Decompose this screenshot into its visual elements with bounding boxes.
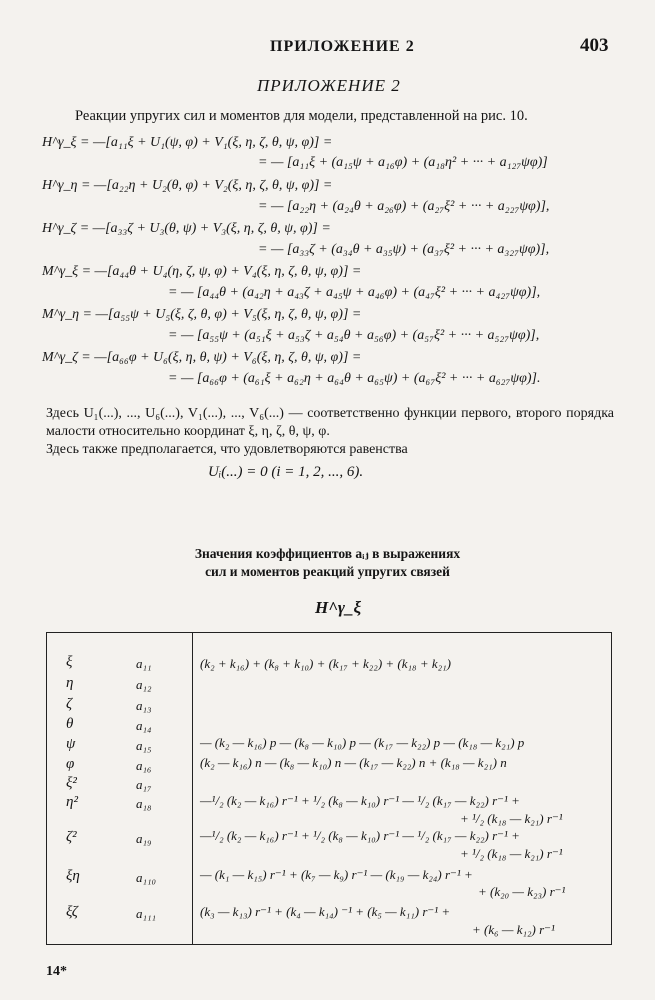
table-row-coef: a₁₉	[136, 831, 152, 846]
table-row-coef: a₁₄	[136, 718, 152, 733]
table-row-var: ξ²	[66, 775, 77, 791]
table-row-expr: (k₂ — k₁₆) n — (k₈ — k₁₀) n — (k₁₇ — k₂₂) n + (k₁₈ — k₂₁) n	[200, 755, 507, 770]
table-row-var: ξη	[66, 868, 80, 884]
table-row-coef: a₁₂	[136, 677, 152, 692]
paragraph-assumption: Здесь также предполагается, что удовлетворяются равенства	[46, 442, 408, 457]
table-row-expr: —¹/₂ (k₂ — k₁₆) r⁻¹ + ¹/₂ (k₈ — k₁₀) r⁻¹ — ¹/₂ (k₁₇ — k₂₂) r⁻¹ +	[200, 793, 520, 808]
equation-rhs-5: = — [a₅₅ψ + (a₅₁ξ + a₅₃ζ + a₅₄θ + a₅₆φ) + (a₅₇ξ² + ··· + a₅₂₇ψφ)],	[168, 328, 540, 343]
equation-lhs-4: M^γ_ξ = —[a₄₄θ + U₄(η, ζ, ψ, φ) + V₄(ξ, η, ζ, θ, ψ, φ)] =	[42, 264, 362, 279]
table-row-coef: a₁₅	[136, 738, 152, 753]
table-row-coef: a₁₁	[136, 656, 152, 671]
table-row-expr-continued: + (k₆ — k₁₂) r⁻¹	[472, 922, 555, 937]
table-bottom-border	[46, 944, 612, 945]
table-column-divider	[192, 632, 193, 944]
table-row-var: θ	[66, 716, 74, 732]
equation-lhs-3: H^γ_ζ = —[a₃₃ζ + U₃(θ, ψ) + V₃(ξ, η, ζ, θ, ψ, φ)] =	[42, 221, 331, 236]
signature-mark: 14*	[46, 964, 67, 979]
table-row-coef: a₁₆	[136, 758, 152, 773]
condition-equation: Uᵢ(...) = 0 (i = 1, 2, ..., 6).	[208, 464, 364, 480]
equation-rhs-1: = — [a₁₁ξ + (a₁₅ψ + a₁₆φ) + (a₁₈η² + ··· + a₁₂₇ψφ)]	[258, 155, 548, 170]
section-title: ПРИЛОЖЕНИЕ 2	[257, 76, 401, 95]
paragraph-functions: Здесь U₁(...), ..., U₆(...), V₁(...), ..., V₆(...) — соответственно функции первого, второго порядка малости относительно координат ξ, η, ζ, θ, ψ, φ.	[46, 406, 614, 439]
table-row-var: ζ	[66, 696, 73, 712]
table-row-var: φ	[66, 756, 75, 772]
table-left-border	[46, 632, 47, 944]
table-row-coef: a₁₁₀	[136, 870, 157, 885]
table-row-expr-continued: + ¹/₂ (k₁₈ — k₂₁) r⁻¹	[460, 811, 563, 826]
table-row-expr: —¹/₂ (k₂ — k₁₆) r⁻¹ + ¹/₂ (k₈ — k₁₀) r⁻¹ — ¹/₂ (k₁₇ — k₂₂) r⁻¹ +	[200, 828, 520, 843]
table-title-line-1: Значения коэффициентов aᵢⱼ в выражениях	[194, 546, 461, 561]
table-row-var: ζ²	[66, 829, 77, 845]
equation-rhs-4: = — [a₄₄θ + (a₄₂η + a₄₃ζ + a₄₅ψ + a₄₆φ) + (a₄₇ξ² + ··· + a₄₂₇ψφ)],	[168, 285, 541, 300]
table-row-var: η	[66, 675, 74, 691]
table-title-line-2: сил и моментов реакций упругих связей	[205, 564, 450, 579]
table-row-coef: a₁₇	[136, 777, 152, 792]
table-row-var: ξζ	[66, 904, 78, 920]
table-top-border	[46, 632, 612, 633]
equation-rhs-6: = — [a₆₆φ + (a₆₁ξ + a₆₂η + a₆₄θ + a₆₅ψ) + (a₆₇ξ² + ··· + a₆₂₇ψφ)].	[168, 371, 541, 386]
page-number: 403	[580, 35, 609, 56]
table-right-border	[611, 632, 612, 944]
table-row-coef: a₁₃	[136, 698, 152, 713]
table-row-expr: — (k₁ — k₁₅) r⁻¹ + (k₇ — k₉) r⁻¹ — (k₁₉ — k₂₄) r⁻¹ +	[200, 867, 473, 882]
intro-text: Реакции упругих сил и моментов для модели, представленной на рис. 10.	[75, 108, 528, 124]
equation-rhs-3: = — [a₃₃ζ + (a₃₄θ + a₃₅ψ) + (a₃₇ξ² + ··· + a₃₂₇ψφ)],	[258, 242, 550, 257]
table-row-expr: — (k₂ — k₁₆) p — (k₈ — k₁₀) p — (k₁₇ — k₂₂) p — (k₁₈ — k₂₁) p	[200, 735, 525, 750]
running-title: ПРИЛОЖЕНИЕ 2	[270, 38, 415, 55]
table-row-coef: a₁₈	[136, 796, 152, 811]
table-row-expr: (k₂ + k₁₆) + (k₈ + k₁₀) + (k₁₇ + k₂₂) + (k₁₈ + k₂₁)	[200, 656, 451, 671]
table-row-expr: (k₃ — k₁₃) r⁻¹ + (k₄ — k₁₄) ⁻¹ + (k₅ — k₁₁) r⁻¹ +	[200, 904, 451, 919]
table-row-var: ξ	[66, 654, 73, 670]
table-row-var: ψ	[66, 736, 76, 752]
table-row-var: η²	[66, 794, 78, 810]
table-label: H^γ_ξ	[315, 598, 362, 617]
equation-lhs-1: H^γ_ξ = —[a₁₁ξ + U₁(ψ, φ) + V₁(ξ, η, ζ, θ, ψ, φ)] =	[42, 135, 333, 150]
equation-lhs-5: M^γ_η = —[a₅₅ψ + U₅(ξ, ζ, θ, φ) + V₅(ξ, η, ζ, θ, ψ, φ)] =	[42, 307, 362, 322]
equation-lhs-2: H^γ_η = —[a₂₂η + U₂(θ, φ) + V₂(ξ, η, ζ, θ, ψ, φ)] =	[42, 178, 333, 193]
table-row-expr-continued: + (k₂₀ — k₂₃) r⁻¹	[478, 884, 566, 899]
table-row-coef: a₁₁₁	[136, 906, 157, 921]
equation-lhs-6: M^γ_ζ = —[a₆₆φ + U₆(ξ, η, θ, ψ) + V₆(ξ, η, ζ, θ, ψ, φ)] =	[42, 350, 362, 365]
equation-rhs-2: = — [a₂₂η + (a₂₄θ + a₂₆φ) + (a₂₇ξ² + ··· + a₂₂₇ψφ)],	[258, 199, 550, 214]
table-row-expr-continued: + ¹/₂ (k₁₈ — k₂₁) r⁻¹	[460, 846, 563, 861]
